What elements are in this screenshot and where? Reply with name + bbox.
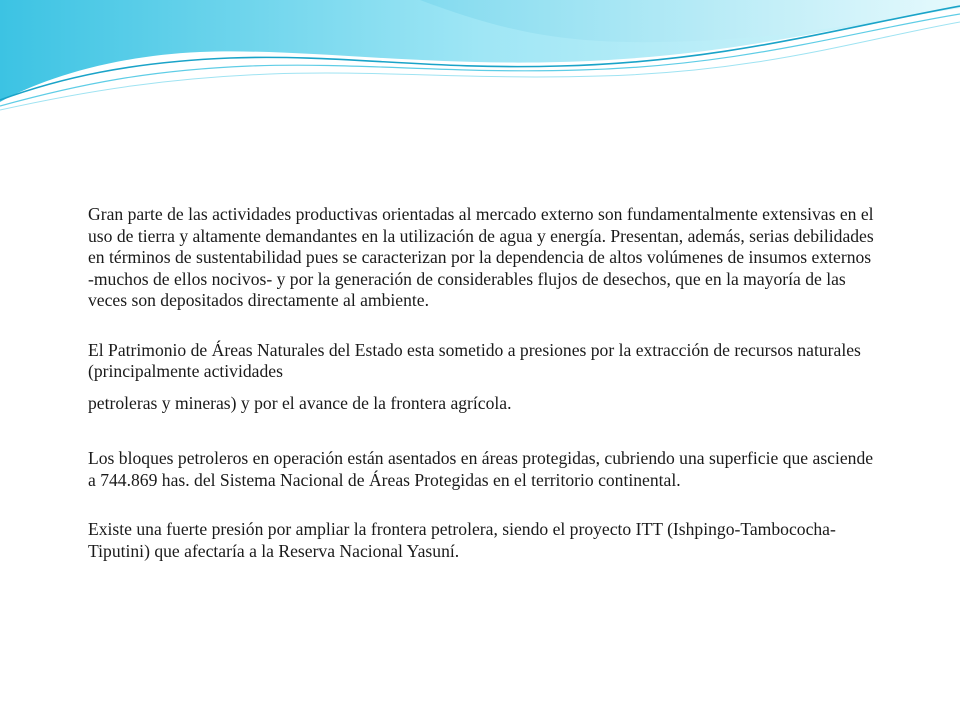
paragraph-oil-mining: petroleras y mineras) y por el avance de la frontera agrícola. (88, 392, 512, 413)
paragraph-export-activities: Gran parte de las actividades productivas orientadas al mercado externo son fundamentalmente extensivas en el uso de tierra y altamente demandantes en la utilización de agua y energía. Presentan, además, serias debilidades en términos de sustentabilidad pues se caracterizan por la dependencia de altos volúmenes de insumos externos -muchos de ellos nocivos- y por la generación de considerables flujos de desechos, que en la mayoría de las veces son depositados directamente al ambiente. (88, 204, 874, 310)
paragraph-oil-blocks: Los bloques petroleros en operación están asentados en áreas protegidas, cubriendo una superficie que asciende a 744.869 has. del Sistema Nacional de Áreas Protegidas en el territorio continental. (88, 448, 874, 490)
slide-body (88, 204, 878, 562)
paragraph-natural-areas: El Patrimonio de Áreas Naturales del Estado esta sometido a presiones por la extracción de recursos naturales (principalmente actividades (88, 339, 861, 381)
paragraph-itt-project: Existe una fuerte presión por ampliar la frontera petrolera, siendo el proyecto ITT (Ishpingo-Tambococha-Tiputini) que afectaría a la Reserva Nacional Yasuní. (88, 519, 836, 561)
header-wave-decoration (0, 0, 960, 115)
